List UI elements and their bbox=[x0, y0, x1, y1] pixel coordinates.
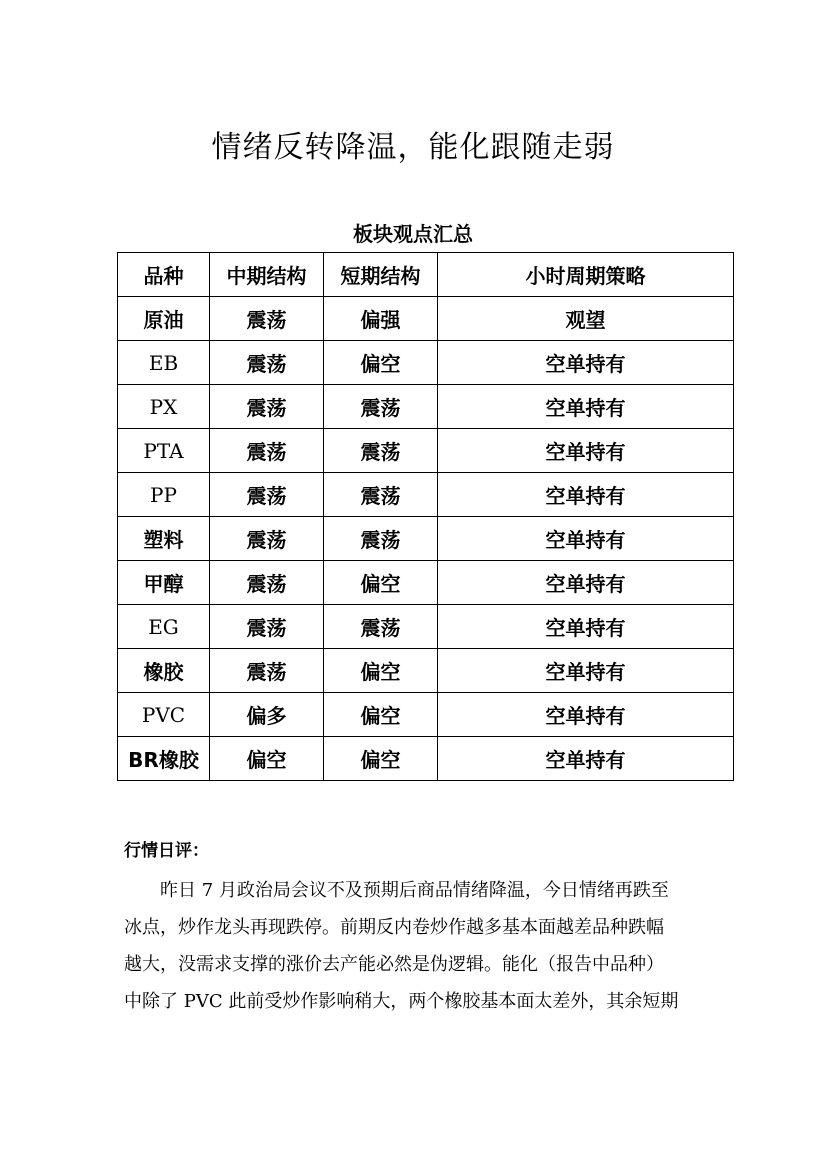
cell-short-term: 偏空 bbox=[324, 693, 438, 737]
cell-mid-term: 偏多 bbox=[210, 693, 324, 737]
cell-short-term: 偏空 bbox=[324, 649, 438, 693]
cell-hourly-strategy: 空单持有 bbox=[438, 341, 734, 385]
page-title: 情绪反转降温，能化跟随走弱 bbox=[211, 130, 615, 165]
table-header-row bbox=[118, 253, 734, 297]
cell-variety: PP bbox=[118, 473, 210, 517]
cell-mid-term: 震荡 bbox=[210, 649, 324, 693]
cell-hourly-strategy: 空单持有 bbox=[438, 605, 734, 649]
cell-short-term: 震荡 bbox=[324, 517, 438, 561]
cell-variety: BR橡胶 bbox=[118, 737, 210, 781]
commentary-line: 越大，没需求支撑的涨价去产能必然是伪逻辑。能化（报告中品种） bbox=[124, 954, 664, 975]
cell-hourly-strategy: 空单持有 bbox=[438, 517, 734, 561]
table-row bbox=[118, 693, 734, 737]
cell-variety: 甲醇 bbox=[118, 561, 210, 605]
table-row bbox=[118, 517, 734, 561]
commentary-line: 昨日 7 月政治局会议不及预期后商品情绪降温，今日情绪再跌至 bbox=[160, 880, 669, 901]
cell-hourly-strategy: 空单持有 bbox=[438, 693, 734, 737]
table-row bbox=[118, 385, 734, 429]
cell-short-term: 震荡 bbox=[324, 605, 438, 649]
table-row bbox=[118, 473, 734, 517]
cell-mid-term: 震荡 bbox=[210, 385, 324, 429]
table-row bbox=[118, 605, 734, 649]
table-caption: 板块观点汇总 bbox=[353, 222, 473, 246]
cell-variety: EB bbox=[118, 341, 210, 385]
cell-variety: PX bbox=[118, 385, 210, 429]
cell-mid-term: 震荡 bbox=[210, 561, 324, 605]
table-row bbox=[118, 737, 734, 781]
cell-variety: EG bbox=[118, 605, 210, 649]
header-hourly-strategy: 小时周期策略 bbox=[438, 253, 734, 297]
cell-mid-term: 震荡 bbox=[210, 605, 324, 649]
cell-hourly-strategy: 空单持有 bbox=[438, 649, 734, 693]
cell-hourly-strategy: 观望 bbox=[438, 297, 734, 341]
cell-mid-term: 震荡 bbox=[210, 297, 324, 341]
cell-short-term: 偏空 bbox=[324, 341, 438, 385]
table-row bbox=[118, 649, 734, 693]
commentary-line: 冰点，炒作龙头再现跌停。前期反内卷炒作越多基本面越差品种跌幅 bbox=[124, 917, 664, 938]
cell-hourly-strategy: 空单持有 bbox=[438, 737, 734, 781]
cell-short-term: 偏空 bbox=[324, 737, 438, 781]
cell-hourly-strategy: 空单持有 bbox=[438, 429, 734, 473]
cell-short-term: 偏空 bbox=[324, 561, 438, 605]
header-short-term: 短期结构 bbox=[324, 253, 438, 297]
cell-short-term: 震荡 bbox=[324, 429, 438, 473]
cell-mid-term: 偏空 bbox=[210, 737, 324, 781]
cell-variety: PTA bbox=[118, 429, 210, 473]
cell-variety: 橡胶 bbox=[118, 649, 210, 693]
cell-variety: 原油 bbox=[118, 297, 210, 341]
cell-short-term: 震荡 bbox=[324, 385, 438, 429]
cell-mid-term: 震荡 bbox=[210, 341, 324, 385]
commentary-heading: 行情日评： bbox=[124, 841, 209, 861]
header-mid-term: 中期结构 bbox=[210, 253, 324, 297]
cell-mid-term: 震荡 bbox=[210, 429, 324, 473]
cell-hourly-strategy: 空单持有 bbox=[438, 561, 734, 605]
cell-hourly-strategy: 空单持有 bbox=[438, 473, 734, 517]
summary-table bbox=[117, 252, 734, 781]
cell-variety: PVC bbox=[118, 693, 210, 737]
table-row bbox=[118, 561, 734, 605]
commentary-line: 中除了 PVC 此前受炒作影响稍大，两个橡胶基本面太差外，其余短期 bbox=[124, 991, 679, 1012]
table-row bbox=[118, 429, 734, 473]
cell-hourly-strategy: 空单持有 bbox=[438, 385, 734, 429]
table-row bbox=[118, 297, 734, 341]
cell-variety: 塑料 bbox=[118, 517, 210, 561]
cell-short-term: 偏强 bbox=[324, 297, 438, 341]
cell-mid-term: 震荡 bbox=[210, 473, 324, 517]
header-variety: 品种 bbox=[118, 253, 210, 297]
cell-mid-term: 震荡 bbox=[210, 517, 324, 561]
table-row bbox=[118, 341, 734, 385]
commentary-body bbox=[124, 872, 716, 1020]
cell-short-term: 震荡 bbox=[324, 473, 438, 517]
